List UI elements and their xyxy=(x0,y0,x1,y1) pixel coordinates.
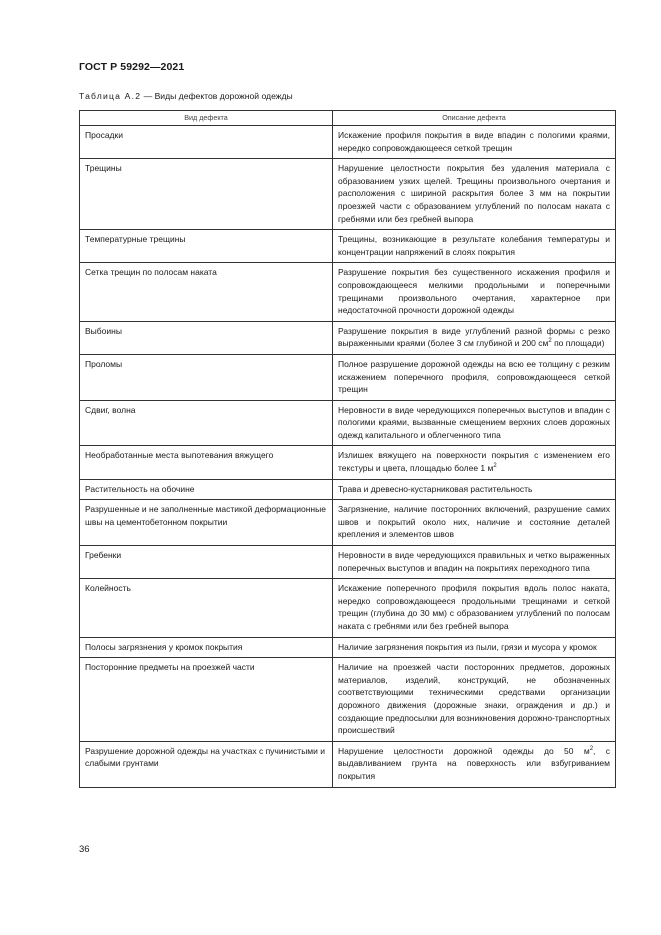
table-row xyxy=(80,230,616,263)
description-text: Нарушение целостности покрытия без удаления материала с образованием узких щелей. Трещины произвольного очертания и расположения с шириной раскрытия более 3 мм на покрытии проезжей части с образованием углублений по полосам наката с гребнями или без гребней выпора xyxy=(338,163,610,224)
table-row xyxy=(80,546,616,579)
defect-type: Просадки xyxy=(80,126,333,159)
description-text: Наличие загрязнения покрытия из пыли, грязи и мусора у кромок xyxy=(338,641,597,652)
column-header-type: Вид дефекта xyxy=(80,111,333,126)
defect-type: Посторонние предметы на проезжей части xyxy=(80,658,333,742)
defect-description xyxy=(333,446,616,479)
defect-description xyxy=(333,658,616,742)
defect-type: Разрушенные и не заполненные мастикой деформационные швы на цементобетонном покрытии xyxy=(80,500,333,546)
table-row xyxy=(80,446,616,479)
table-row xyxy=(80,479,616,500)
description-text: Наличие на проезжей части посторонних предметов, дорожных материалов, изделий, конструкций, не обозначенных соответствующими техническими средствами организации дорожного движения (дорожные знаки, ограждения и др.) и создающие предпосылки для возникновения дорожно-транспортных происшествий xyxy=(338,662,610,736)
column-header-description: Описание дефекта xyxy=(333,111,616,126)
table-row xyxy=(80,400,616,446)
defect-type: Полосы загрязнения у кромок покрытия xyxy=(80,637,333,658)
defect-description xyxy=(333,159,616,230)
table-row xyxy=(80,354,616,400)
description-text: Неровности в виде чередующихся поперечных выступов и впадин с пологими краями, вызванные смещением верхних слоев дорожных одежд капитального и облегченного типа xyxy=(338,404,610,440)
defect-type: Гребенки xyxy=(80,546,333,579)
table-row xyxy=(80,500,616,546)
page-number: 36 xyxy=(79,844,90,855)
description-text: Разрушение покрытия без существенного искажения профиля и сопровождающееся мелкими продольными и поперечными трещинами произвольного очертания, характерное при недостаточной прочности дорожной одежды xyxy=(338,267,610,316)
defect-type: Проломы xyxy=(80,354,333,400)
defect-description xyxy=(333,400,616,446)
caption-dash: — xyxy=(141,91,155,101)
description-text: Полное разрушение дорожной одежды на всю ее толщину с резким искажением поперечного профиля, сопровождающееся сеткой трещин xyxy=(338,358,610,395)
description-text: Трещины, возникающие в результате колебания температуры и концентрации напряжений в слоях покрытия xyxy=(338,234,610,257)
defect-type: Растительность на обочине xyxy=(80,479,333,500)
description-text: Трава и древесно-кустарниковая растительность xyxy=(338,483,533,494)
defect-type: Трещины xyxy=(80,159,333,230)
defect-description xyxy=(333,741,616,787)
defect-description xyxy=(333,579,616,637)
defect-description xyxy=(333,126,616,159)
description-tail: , с выдавливанием грунта на поверхность или взбугриванием покрытия xyxy=(338,745,610,781)
defect-description xyxy=(333,637,616,658)
table-row xyxy=(80,126,616,159)
table-row xyxy=(80,321,616,354)
description-text: Излишек вяжущего на поверхности покрытия с изменением его текстуры и цвета, площадью более 1 м xyxy=(338,450,610,474)
description-text: Искажение поперечного профиля покрытия вдоль полос наката, нередко сопровождающееся продольными трещинами и сеткой трещин (глубина до 30 мм) с образованием углублений по полосам наката с гребнями или без гребней выпора xyxy=(338,583,610,631)
table-row xyxy=(80,658,616,742)
table-title: Виды дефектов дорожной одежды xyxy=(154,91,293,101)
defect-description xyxy=(333,263,616,321)
defect-type: Разрушение дорожной одежды на участках с пучинистыми и слабыми грунтами xyxy=(80,741,333,787)
table-row xyxy=(80,579,616,637)
defect-description xyxy=(333,546,616,579)
document-code: ГОСТ Р 59292—2021 xyxy=(79,61,185,73)
defect-type: Необработанные места выпотевания вяжущего xyxy=(80,446,333,479)
defect-description xyxy=(333,500,616,546)
description-text: Искажение профиля покрытия в виде впадин с пологими краями, нередко сопровождающееся сеткой трещин xyxy=(338,130,610,153)
description-text: Загрязнение, наличие посторонних включений, разрушение самих швов и покрытий около них, наличие и состояние деталей крепления и элементов швов xyxy=(338,504,610,540)
description-text: Разрушение покрытия в виде углублений разной формы с резко выраженными краями (более 3 см глубиной и 200 см xyxy=(338,325,610,349)
defect-type: Температурные трещины xyxy=(80,230,333,263)
defect-description xyxy=(333,321,616,354)
table-header-row xyxy=(80,111,616,126)
defect-description xyxy=(333,479,616,500)
table-row xyxy=(80,741,616,787)
defect-type: Выбоины xyxy=(80,321,333,354)
table-row xyxy=(80,159,616,230)
description-text: Неровности в виде чередующихся правильных и четко выраженных поперечных выступов и впадин на покрытиях переходного типа xyxy=(338,550,610,573)
defect-description xyxy=(333,230,616,263)
defect-type: Сетка трещин по полосам наката xyxy=(80,263,333,321)
table-label: Таблица А.2 xyxy=(79,91,142,101)
table-row xyxy=(80,637,616,658)
defect-description xyxy=(333,354,616,400)
unit-superscript: 2 xyxy=(589,745,594,752)
description-tail: по площади) xyxy=(551,338,605,349)
defect-type: Колейность xyxy=(80,579,333,637)
description-text: Нарушение целостности дорожной одежды до 50 м xyxy=(338,745,590,756)
table-row xyxy=(80,263,616,321)
unit-superscript: 2 xyxy=(548,338,552,345)
table-caption xyxy=(79,91,293,101)
defects-table xyxy=(79,110,616,788)
unit-superscript: 2 xyxy=(493,463,497,470)
defect-type: Сдвиг, волна xyxy=(80,400,333,446)
